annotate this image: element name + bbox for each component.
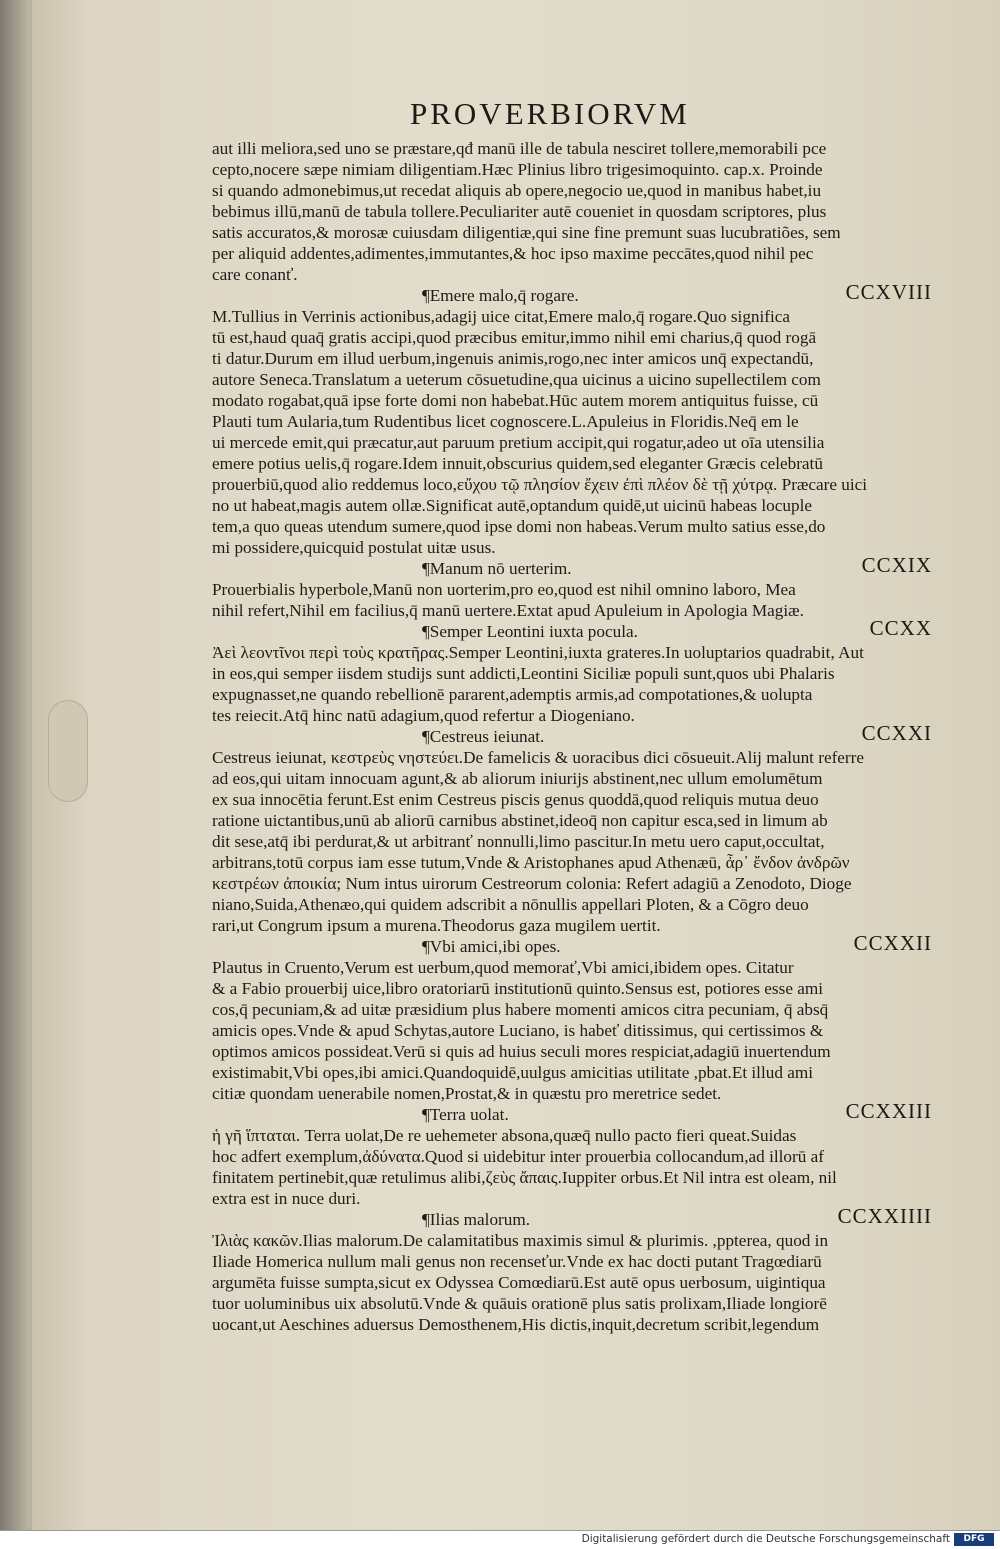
text-line: si quando admonebimus,ut recedat aliquis ab opere,negocio ue,quod in manibus habet,iu [212, 181, 822, 200]
text-line: autore Seneca.Translatum a ueterum cōsuetudine,qua uicinus a uicino supellectilem com [212, 370, 821, 389]
proverb-heading [212, 1099, 932, 1125]
proverb-number: CCXX [869, 616, 932, 640]
proverb-section [212, 721, 932, 936]
text-line: optimos amicos possideat.Verū si quis ad huius seculi mores respiciat,adagiū inuertendum [212, 1042, 831, 1061]
text-line: ad eos,qui uitam innocuam agunt,& ab aliorum iniurijs abstinent,nec ullum emolumētum [212, 769, 823, 788]
intro-paragraph [212, 138, 932, 285]
proverb-section [212, 280, 932, 558]
text-line: Plautus in Cruento,Verum est uerbum,quod memorať,Vbi amici,ibidem opes. Citatur [212, 958, 794, 977]
text-line: nihil refert,Nihil em facilius,q̄ manū uertere.Extat apud Apuleium in Apologia Magiæ. [212, 601, 804, 620]
text-line: ratione uictantibus,unū ab aliorū carnibus abstinet,ideoq̄ non capitur esca,sed in limum ab [212, 811, 828, 830]
text-line: hoc adfert exemplum,ἀδύνατα.Quod si uidebitur inter prouerbia collocandum,ad illorū af [212, 1147, 824, 1166]
text-line: extra est in nuce duri. [212, 1189, 361, 1208]
proverb-heading [212, 280, 932, 306]
proverb-heading [212, 931, 932, 957]
text-line: cepto,nocere sæpe nimiam diligentiam.Hæc Plinius libro trigesimoquinto. cap.x. Proinde [212, 160, 823, 179]
running-head: PROVERBIORVM [410, 96, 690, 131]
text-line: care conanť. [212, 265, 298, 284]
text-line: tuor uoluminibus uix absolutū.Vnde & quāuis orationē plus satis prolixam,Iliade longiorē [212, 1294, 827, 1313]
text-line: in eos,qui semper iisdem studijs sunt addicti,Leontini Siciliæ populi sunt,quos ubi Phalaris [212, 664, 835, 683]
text-line: & a Fabio prouerbij uice,libro oratoriarū institutionū quinto.Sensus est, potiores esse ami [212, 979, 824, 998]
text-line: niano,Suida,Athenæo,qui quidem adscribit a nōnullis appellari Ploten, & a Cōgro deuo [212, 895, 809, 914]
text-line: no ut habeat,magis autem ollæ.Significat autē,optandum quidē,ut uicinū habeas locuple [212, 496, 812, 515]
text-line: aut illi meliora,sed uno se præstare,qđ manū ille de tabula nesciret tollere,memorabili pce [212, 139, 827, 158]
text-line: κεστρέων ἀποικία; Num intus uirorum Cestreorum colonia: Refert adagiū a Zenodoto, Dioge [212, 874, 852, 893]
text-line: cos,q̄ pecuniam,& ad uitæ præsidium plus habere momenti amicos citra pecuniam, q̄ absq̄ [212, 1000, 829, 1019]
proverb-number: CCXIX [861, 553, 932, 577]
text-line: Cestreus ieiunat, κεστρεὺς νηστεύει.De famelicis & uoracibus dici cōsueuit.Alij malunt referre [212, 748, 865, 767]
text-line: Plauti tum Aularia,tum Rudentibus licet cognoscere.L.Apuleius in Floridis.Neq̄ em le [212, 412, 799, 431]
text-line: ἡ γῆ ἵπταται. Terra uolat,De re uehemeter absona,quæq̄ nullo pacto fieri queat.Suidas [212, 1126, 797, 1145]
text-line: uocant,ut Aeschines aduersus Demosthenem,His dictis,inquit,decretum scribit,legendum [212, 1315, 820, 1334]
proverb-number: CCXXIIII [837, 1204, 932, 1228]
text-line: finitatem pertinebit,quæ retulimus alibi,ζεὺς ἄπαις.Iuppiter orbus.Et Nil intra est oleam, nil [212, 1168, 837, 1187]
proverb-number: CCXXIII [845, 1099, 932, 1123]
text-line: ti datur.Durum em illud uerbum,ingenuis animis,rogo,nec inter amicos unq̄ expectandū, [212, 349, 814, 368]
proverb-title: ¶Manum nō uerterim. [422, 559, 572, 578]
proverb-title: ¶Terra uolat. [422, 1105, 509, 1124]
proverb-heading [212, 553, 932, 579]
proverb-number: CCXVIII [845, 280, 932, 304]
proverb-section [212, 931, 932, 1104]
text-line: citiæ quondam uenerabile nomen,Prostat,& in quæstu pro meretrice sedet. [212, 1084, 722, 1103]
page-tab-shadow [48, 700, 88, 802]
proverb-number: CCXXII [853, 931, 932, 955]
text-line: modato rogabat,quā ipse forte domi non habebat.Hūc autem morem antiquitus fuisse, cū [212, 391, 819, 410]
text-line: rari,ut Congrum ipsum a murena.Theodorus gaza mugilem uertit. [212, 916, 661, 935]
text-line: prouerbiū,quod alio reddemus loco,εὔχου τῷ πλησίον ἔχειν ἐπὶ πλέον δὲ τῇ χύτρᾳ. Præcare uici [212, 475, 868, 494]
funding-notice: Digitalisierung gefördert durch die Deutsche Forschungsgemeinschaft [581, 1533, 950, 1545]
text-line: ui mercede emit,qui præcatur,aut paruum pretium accipit,qui rogatur,adeo ut oīa utensilia [212, 433, 825, 452]
proverb-title: ¶Ilias malorum. [422, 1210, 531, 1229]
proverb-number: CCXXI [861, 721, 932, 745]
proverb-heading [212, 721, 932, 747]
text-line: argumēta fuisse sumpta,sicut ex Odyssea Comœdiarū.Est autē opus uerbosum, uigintiqua [212, 1273, 826, 1292]
proverb-section [212, 553, 932, 621]
text-line: existimabit,Vbi opes,ibi amici.Quandoquidē,uulgus amicitias utilitate ,pbat.Et illud ami [212, 1063, 813, 1082]
text-line: Ἰλιὰς κακῶν.Ilias malorum.De calamitatibus maximis simul & plurimis. ,ppterea, quod in [212, 1231, 829, 1250]
text-line: tū est,haud quaq̄ gratis accipi,quod præcibus emitur,immo nihil emi charius,q̄ quod rogā [212, 328, 817, 347]
text-block [212, 138, 932, 1335]
proverb-title: ¶Cestreus ieiunat. [422, 727, 545, 746]
text-line: expugnasset,ne quando rebellionē pararent,ademptis armis,ad compotationes,& uolupta [212, 685, 813, 704]
text-line: emere potius uelis,q̄ rogare.Idem innuit,obscurius quidem,sed eleganter Græcis celebratū [212, 454, 823, 473]
text-line: tes reiecit.Atq̄ hinc natū adagium,quod refertur a Diogeniano. [212, 706, 635, 725]
text-line: arbitrans,totū corpus iam esse tutum,Vnde & Aristophanes apud Athenæū, ἆρ᾽ ἔνδον ἀνδρῶν [212, 853, 850, 872]
text-line: Prouerbialis hyperbole,Manū non uorterim,pro eo,quod est nihil omnino laboro, Mea [212, 580, 796, 599]
text-line: bebimus illū,manū de tabula tollere.Peculiariter autē coueniet in quosdam scriptores, plus [212, 202, 827, 221]
text-line: Iliade Homerica nullum mali genus non recenseťur.Vnde ex hac docti putant Tragœdiarū [212, 1252, 822, 1271]
text-line: dit sese,atq̄ ibi perdurat,& ut arbitranť nonnulli,limo pascitur.In metu uero caput,occultat, [212, 832, 825, 851]
text-line: Ἀεὶ λεοντῖνοι περὶ τοὺς κρατῆρας.Semper Leontini,iuxta grateres.In uoluptarios quadrabit, Aut [212, 643, 864, 662]
proverb-heading [212, 616, 932, 642]
proverb-section [212, 1204, 932, 1335]
footer-bar [0, 1530, 1000, 1549]
proverb-title: ¶Semper Leontini iuxta pocula. [422, 622, 638, 641]
page-gutter [0, 0, 34, 1530]
proverb-sections [212, 280, 932, 1335]
proverb-section [212, 1099, 932, 1209]
text-line: per aliquid addentes,adimentes,immutantes,& hoc ipso maxime peccātes,quod nihil pec [212, 244, 814, 263]
text-line: amicis opes.Vnde & apud Schytas,autore Luciano, is habeť ditissimus, qui certissimos & [212, 1021, 824, 1040]
text-line: tem,a quo queas utendum sumere,quod ipse domi non habeas.Verum multo satius esse,do [212, 517, 826, 536]
proverb-section [212, 616, 932, 726]
proverb-heading [212, 1204, 932, 1230]
proverb-title: ¶Vbi amici,ibi opes. [422, 937, 561, 956]
text-line: ex sua innocētia ferunt.Est enim Cestreus piscis genus quoddā,quod reliquis mutua deuo [212, 790, 819, 809]
text-line: satis accuratos,& morosæ cuiusdam diligentiæ,qui sine fine premunt suas lucubratiões, sem [212, 223, 841, 242]
proverb-title: ¶Emere malo,q̄ rogare. [422, 286, 579, 305]
text-line: mi possidere,quicquid postulat uitæ usus. [212, 538, 496, 557]
dfg-logo: DFG [954, 1533, 994, 1546]
text-line: M.Tullius in Verrinis actionibus,adagij uice citat,Emere malo,q̄ rogare.Quo significa [212, 307, 791, 326]
